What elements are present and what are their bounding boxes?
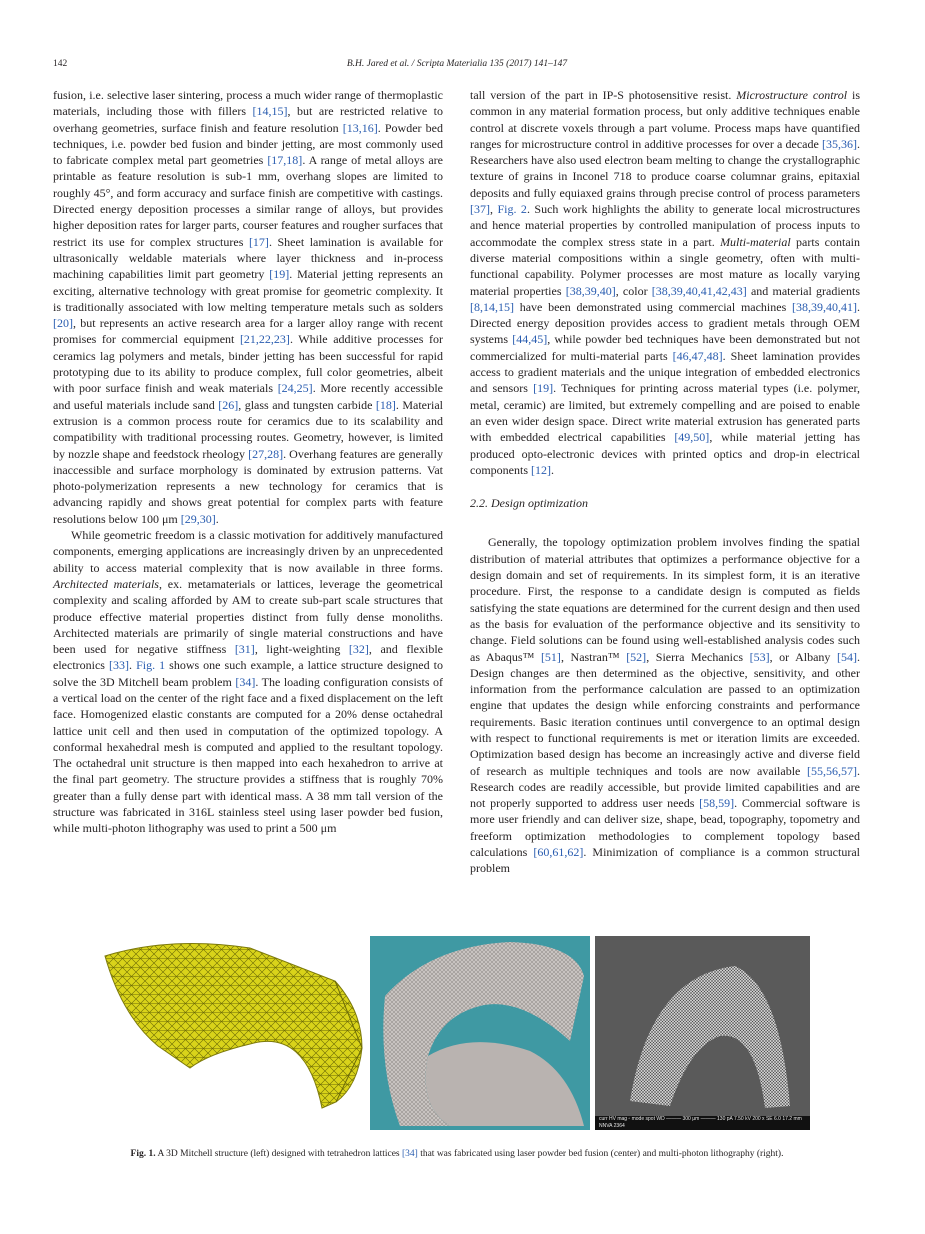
citation-link[interactable]: [17]	[248, 234, 269, 249]
emphasis-term: Architected materials	[53, 576, 159, 591]
citation-link[interactable]: [46,47,48]	[672, 348, 723, 363]
citation-link[interactable]: [52]	[626, 649, 647, 664]
citation-link[interactable]: [12]	[531, 462, 551, 477]
citation-link[interactable]: [18]	[375, 397, 396, 412]
sem-scale-bar: curr HV mag ▫ mode spot WD ——— 300 μm ——— 130 pA 7.50 kV 200 x SE 6.0 17.2 mm NNVA 2364	[595, 1116, 810, 1130]
citation-link[interactable]: [24,25]	[277, 381, 313, 396]
citation-link[interactable]: [31]	[234, 642, 255, 657]
running-head: B.H. Jared et al. / Scripta Materialia 135 (2017) 141–147	[346, 59, 568, 69]
steel-lattice-photo-illustration	[370, 936, 590, 1130]
citation-link[interactable]: [27,28]	[248, 446, 284, 461]
figure-caption: Fig. 1. A 3D Mitchell structure (left) designed with tetrahedron lattices [34] that was fabricated using laser powder bed fusion (center) and multi-photon lithography (right).	[130, 1149, 784, 1159]
emphasis-term: Microstructure control	[736, 88, 848, 102]
figure-link[interactable]: Fig. 1	[136, 658, 166, 673]
paragraph: While geometric freedom is a classic motivation for additively manufactured components, emerging applications are increasingly driven by an unprecedented ability to access material complexity that is now available in three forms. Architected materials, ex. metamaterials or lattices, leverage the geometrical complexity and scaling afforded by AM to create sub-part scale structures that produce effective material properties distinct from fully dense monoliths. Architected materials are primarily of single material constructions and have been used for negative stiffness [31], light-weighting [32], and flexible electronics [33]. Fig. 1 shows one such example, a lattice structure designed to solve the 3D Mitchell beam problem [34]. The loading configuration consists of a vertical load on the center of the right face and a fixed displacement on the left face. Homogenized elastic constants are computed for a 20% dense octahedral lattice unit cell and then used in computation of the optimized topology. A conformal hexahedral mesh is computed and applied to the resultant topology. The octahedral unit structure is then mapped into each hexahedron to arrive at the final part geometry. The structure provides a stiffness that is roughly 70% greater than a fully dense part with identical mass. A 38 mm tall version of the structure was fabricated in 316L stainless steel using laser powder bed fusion, while multi-photon lithography was used to print a 500 μm	[53, 528, 444, 836]
caption-label: Fig. 1.	[130, 1149, 156, 1159]
citation-link[interactable]: [38,39,40,41,42,43]	[651, 283, 747, 298]
citation-link[interactable]: [44,45]	[512, 332, 548, 347]
paragraph: tall version of the part in IP-S photosensitive resist. Microstructure control is common in any material formation process, but only additive techniques enable control at discrete voxels through a part volume. Process maps have quantified ranges for microstructure control in additive processes for over a decade [35,36]. Researchers have also used electron beam melting to change the crystallographic texture of grains in Inconel 718 to produce coarse columnar grains, epitaxial deposits and fully equiaxed grains through precise control of process parameters [37], Fig. 2. Such work highlights the ability to generate local microstructures and hence material properties by controlled manipulation of process inputs to accommodate the complex stress state in a part. Multi-material parts contain diverse material compositions within a single geometry, often with multi-functional capability. Polymer processes are most mature as locally varying material properties [38,39,40], color [38,39,40,41,42,43] and material gradients [8,14,15] have been demonstrated using commercial machines [38,39,40,41]. Directed energy deposition provides access to gradient metals through OEM systems [44,45], while powder bed techniques have been demonstrated but not commercialized for multi-material parts [46,47,48]. Sheet lamination provides access to gradient materials and the unique integration of embedded electronics and sensors [19]. Techniques for printing across material types (i.e. polymer, metal, ceramic) are limited, but extremely compelling and are poised to enable an even wider design space. Direct write material extrusion has generated parts with embedded electrical capabilities [49,50], while material jetting has produced opto-electronic devices with printed optics and drop-in electrical components [12].	[470, 88, 861, 477]
sem-micrograph-image	[595, 936, 810, 1130]
running-header	[53, 57, 861, 71]
citation-link[interactable]: [14,15]	[252, 104, 288, 119]
citation-link[interactable]: [20]	[53, 316, 73, 331]
citation-link[interactable]: [53]	[749, 649, 770, 664]
mitchell-lattice-illustration	[100, 936, 365, 1130]
citation-link[interactable]: [32]	[348, 642, 369, 657]
citation-link[interactable]: [35,36]	[822, 136, 857, 151]
citation-link[interactable]: [58,59]	[699, 796, 735, 811]
citation-link[interactable]: [8,14,15]	[470, 299, 514, 314]
emphasis-term: Multi-material	[720, 234, 791, 249]
paragraph: fusion, i.e. selective laser sintering, process a much wider range of thermoplastic materials, including those with fillers [14,15], but are restricted relative to overhang geometries, surface finish and feature resolution [13,16]. Powder bed techniques, i.e. powder bed fusion and binder jetting, are most commonly used to fabricate complex metal part geometries [17,18]. A range of metal alloys are printable as feature resolution is sub-1 mm, overhang slopes are limited to roughly 45°, and form accuracy and surface finish are competitive with castings. Directed energy deposition processes a similar range of alloys, but provides higher deposition rates for larger parts, courser features and rougher surfaces that restrict its use for complex structures [17]. Sheet lamination is available for ultrasonically weldable materials where layer thickness and in-process machining capabilities limit part geometry [19]. Material jetting represents an exciting, alternative technology with great promise for geometric complexity. It is traditionally associated with low melting temperature metals such as solders [20], but represents an active research area for a larger alloy range with recent promises for commercial equipment [21,22,23]. While additive processes for ceramics lag polymers and metals, binder jetting has been successful for rapid prototyping due to its ability to produce complex, full color geometries, albeit with poor surface finish and weak materials [24,25]. More recently accessible and useful materials include sand [26], glass and tungsten carbide [18]. Material extrusion is a common process route for ceramics due to its scalability and compatibility with traditional processing routes. Geometry, however, is limited by nozzle shape and feedstock rheology [27,28]. Overhang features are generally inaccessible and surface morphology is dominated by extrusion patterns. Vat photo-polymerization represents a new technology for ceramics that is advancing rapidly and shows great potential for complex parts with feature resolutions below 100 μm [29,30].	[53, 88, 444, 526]
citation-link[interactable]: [54]	[837, 649, 857, 664]
citation-link[interactable]: [38,39,40]	[565, 283, 616, 298]
citation-link[interactable]: [21,22,23]	[239, 332, 290, 347]
left-column	[53, 87, 443, 837]
paragraph: Generally, the topology optimization problem involves finding the spatial distribution of material attributes that optimizes a performance objective for a design domain and set of requirements. In its simplest form, it is an iterative procedure. First, the response to a candidate design is computed as fields satisfying the state equations are determined for the current design and then used as the basis for evaluation of the performance objective and its sensitivity to change. Field solutions can be found using well-established analysis codes such as Abaqus™ [51], Nastran™ [52], Sierra Mechanics [53], or Albany [54]. Design changes are then determined as the objective, sensitivity, and other information from the performance calculation are passed to an optimization engine that updates the design while enforcing constraints and performance requirements. Basic iteration continues until convergence to an optimal design with respect to functional requirements is met or iteration limits are exceeded. Optimization based design has become an increasingly active and diverse field of research as multiple techniques and tools are now available [55,56,57]. Research codes are readily accessible, but provide limited capabilities and are not properly supported to address user needs [58,59]. Commercial software is more user friendly and can deliver size, shape, bead, topography, topometry and freeform optimization methodologies to complement topology based calculations [60,61,62]. Minimization of compliance is a common structural problem	[470, 535, 860, 876]
printed-steel-part-photo	[370, 936, 590, 1130]
citation-link[interactable]: [55,56,57]	[807, 763, 857, 778]
citation-link[interactable]: [13,16]	[342, 120, 378, 135]
citation-link[interactable]: [19]	[269, 267, 290, 282]
citation-link[interactable]: [19]	[533, 381, 554, 396]
right-column	[470, 87, 860, 877]
section-heading: 2.2. Design optimization	[470, 496, 589, 511]
figure-1	[100, 936, 810, 1130]
citation-link[interactable]: [34]	[402, 1149, 418, 1159]
citation-link[interactable]: [29,30]	[180, 511, 216, 526]
page-number: 142	[53, 59, 68, 69]
citation-link[interactable]: [37]	[470, 202, 490, 217]
citation-link[interactable]: [26]	[218, 397, 239, 412]
figure-link[interactable]: Fig. 2	[497, 202, 527, 217]
citation-link[interactable]: [38,39,40,41]	[792, 299, 857, 314]
citation-link[interactable]: [60,61,62]	[533, 845, 584, 860]
citation-link[interactable]: [33]	[109, 658, 130, 673]
citation-link[interactable]: [51]	[540, 649, 561, 664]
citation-link[interactable]: [17,18]	[267, 153, 303, 168]
citation-link[interactable]: [49,50]	[674, 430, 710, 445]
citation-link[interactable]: [34]	[235, 674, 256, 689]
lattice-render-image	[100, 936, 365, 1130]
sem-lattice-illustration	[595, 936, 810, 1116]
